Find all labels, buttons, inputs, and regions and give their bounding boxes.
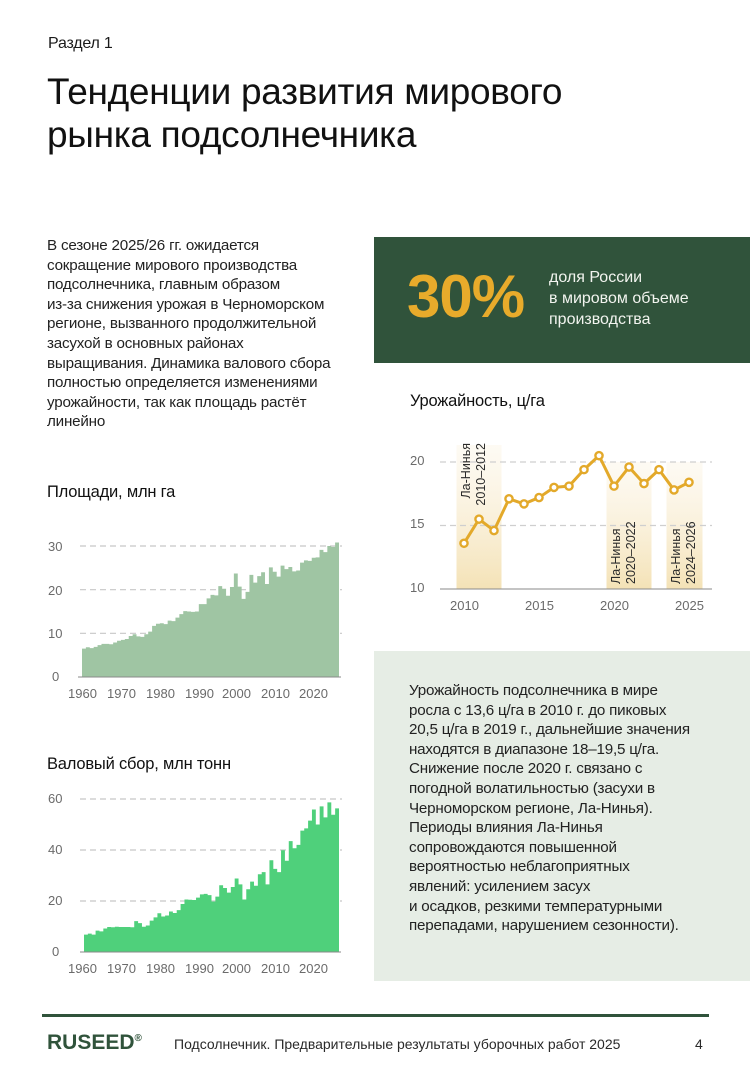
x-tick-label: 2015 (525, 598, 554, 613)
note-line: сопровождаются повышенной (409, 838, 617, 856)
x-tick-label: 2020 (299, 961, 328, 976)
yield-chart-title: Урожайность, ц/га (410, 392, 545, 410)
note-line: Снижение после 2020 г. связано с (409, 760, 643, 778)
y-tick-label: 15 (410, 516, 425, 531)
note-line: Периоды влияния Ла-Нинья (409, 819, 603, 837)
x-tick-label: 1980 (146, 961, 175, 976)
area-chart-title: Площади, млн га (47, 483, 176, 501)
brand-logo-text: RUSEED (47, 1031, 135, 1054)
intro-line: из-за снижения урожая в Черноморском (47, 295, 325, 313)
x-tick-label: 2020 (299, 686, 328, 701)
intro-line: В сезоне 2025/26 гг. ожидается (47, 237, 259, 254)
y-tick-label: 20 (48, 893, 63, 908)
stat-caption-line: в мировом объеме (549, 290, 689, 307)
note-line: Черноморском регионе, Ла-Нинья). (409, 799, 653, 817)
note-line: и осадков, резкими температурными (409, 897, 663, 915)
x-tick-label: 1970 (107, 961, 136, 976)
x-tick-label: 1960 (68, 686, 97, 701)
x-tick-label: 2000 (222, 686, 251, 701)
note-line: Урожайность подсолнечника в мире (409, 682, 658, 699)
intro-line: выращивания. Динамика валового сбора (47, 354, 331, 372)
intro-line: регионе, вызванного продолжительной (47, 315, 317, 333)
brand-logo (47, 1031, 142, 1055)
note-line: находятся в диапазоне 18–19,5 ц/га. (409, 740, 660, 758)
x-tick-label: 2010 (261, 961, 290, 976)
note-line: росла с 13,6 ц/га в 2010 г. до пиковых (409, 701, 667, 719)
x-tick-label: 2000 (222, 961, 251, 976)
la-nina-label: Ла-Нинья2010–2012 (459, 443, 488, 506)
page-title-line-1: Тенденции развития мирового (47, 71, 563, 112)
y-tick-label: 30 (48, 539, 63, 554)
intro-line: полностью определяется изменениями (47, 374, 318, 392)
production-chart-title: Валовый сбор, млн тонн (47, 755, 231, 773)
la-nina-label: Ла-Нинья2024–2026 (669, 521, 698, 584)
intro-line: линейно (47, 413, 106, 431)
x-tick-label: 1990 (185, 686, 214, 701)
stat-value: 30% (407, 263, 525, 330)
intro-line: урожайности, так как площадь растёт (47, 393, 307, 411)
note-line: перепадами, нарушением сезонности). (409, 917, 679, 935)
y-tick-label: 0 (52, 669, 60, 684)
yield-note-text (409, 681, 739, 936)
x-tick-label: 2010 (450, 598, 479, 613)
yield-note-panel (374, 651, 750, 981)
y-tick-label: 40 (48, 842, 63, 857)
x-tick-label: 1980 (146, 686, 175, 701)
intro-line: сокращение мирового производства (47, 256, 298, 274)
y-tick-label: 10 (410, 580, 425, 595)
note-line: погодной волатильностью (засухи в (409, 779, 655, 797)
y-tick-label: 60 (48, 791, 63, 806)
y-tick-label: 10 (48, 626, 63, 641)
page-number: 4 (695, 1036, 703, 1052)
area-series (84, 802, 339, 952)
stat-caption-line: производства (549, 311, 651, 328)
x-tick-label: 1990 (185, 961, 214, 976)
la-nina-label: Ла-Нинья2020–2022 (609, 521, 638, 584)
x-tick-label: 2025 (675, 598, 704, 613)
x-tick-label: 2020 (600, 598, 629, 613)
y-tick-label: 20 (48, 583, 63, 598)
stat-caption-line: доля России (549, 269, 643, 286)
note-line: 20,5 ц/га в 2019 г., дальнейшие значения (409, 721, 690, 739)
registered-mark-icon: ® (134, 1033, 142, 1044)
note-line: явлений: усилением засух (409, 877, 591, 895)
note-line: вероятностью неблагоприятных (409, 858, 630, 876)
x-tick-label: 2010 (261, 686, 290, 701)
footer-divider (42, 1014, 709, 1017)
section-label: Раздел 1 (48, 35, 113, 52)
x-tick-label: 1970 (107, 686, 136, 701)
intro-line: подсолнечника, главным образом (47, 276, 281, 294)
y-tick-label: 0 (52, 944, 60, 959)
y-tick-label: 20 (410, 453, 425, 468)
footer-document-title: Подсолнечник. Предварительные результаты уборочных работ 2025 (174, 1036, 621, 1052)
page-title-line-2: рынка подсолнечника (47, 114, 417, 155)
intro-line: засухой в основных районах (47, 334, 244, 352)
x-tick-label: 1960 (68, 961, 97, 976)
